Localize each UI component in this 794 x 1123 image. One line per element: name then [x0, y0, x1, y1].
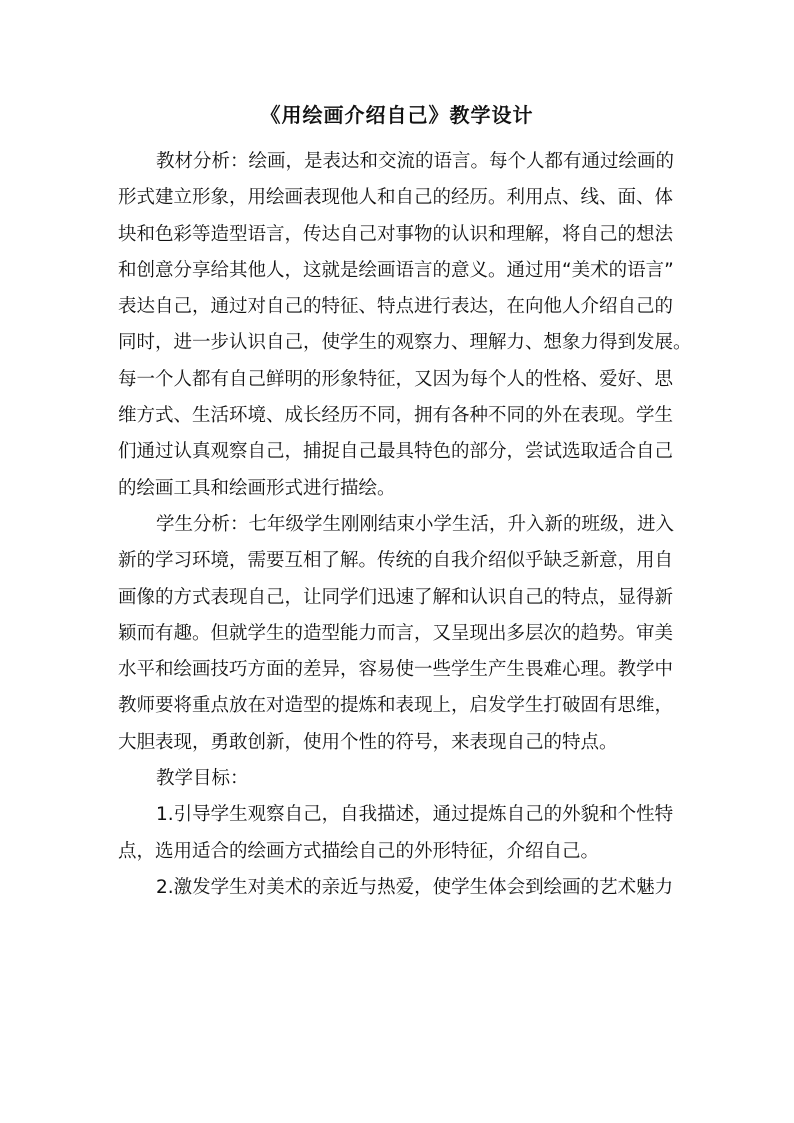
text-line: 画像的方式表现自己，让同学们迅速了解和认识自己的特点，显得新	[118, 586, 674, 608]
text-line: 学生分析：七年级学生刚刚结束小学生活，升入新的班级，进入	[156, 513, 675, 535]
text-line: 的绘画工具和绘画形式进行描绘。	[118, 477, 396, 499]
text-line: 块和色彩等造型语言，传达自己对事物的认识和理解，将自己的想法	[118, 223, 674, 245]
text-line: 点，选用适合的绘画方式描绘自己的外形特征，介绍自己。	[118, 840, 600, 862]
section-heading: 教学目标：	[156, 768, 249, 790]
text-line: 教师要将重点放在对造型的提炼和表现上，启发学生打破固有思维，	[118, 695, 674, 717]
text-line: 新的学习环境，需要互相了解。传统的自我介绍似乎缺乏新意，用自	[118, 550, 674, 572]
text-line: 大胆表现，勇敢创新，使用个性的符号，来表现自己的特点。	[118, 731, 618, 753]
text-line: 和创意分享给其他人，这就是绘画语言的意义。通过用“美术的语言”	[118, 259, 674, 281]
text-line: 2.激发学生对美术的亲近与热爱，使学生体会到绘画的艺术魅力	[156, 876, 674, 898]
text-line: 教材分析：绘画，是表达和交流的语言。每个人都有通过绘画的	[156, 151, 675, 172]
text-line: 维方式、生活环境、成长经历不同，拥有各种不同的外在表现。学生	[118, 405, 674, 427]
text-line: 1.引导学生观察自己，自我描述，通过提炼自己的外貌和个性特	[156, 804, 674, 826]
text-line: 表达自己，通过对自己的特征、特点进行表达，在向他人介绍自己的	[118, 296, 674, 318]
text-line: 们通过认真观察自己，捕捉自己最具特色的部分，尝试选取适合自己	[118, 441, 674, 463]
text-line: 形式建立形象，用绘画表现他人和自己的经历。利用点、线、面、体	[118, 187, 674, 209]
document-body	[118, 144, 692, 906]
text-line: 每一个人都有自己鲜明的形象特征，又因为每个人的性格、爱好、思	[118, 368, 674, 390]
text-line: 颖而有趣。但就学生的造型能力而言，又呈现出多层次的趋势。审美	[118, 622, 674, 644]
text-line: 同时，进一步认识自己，使学生的观察力、理解力、想象力得到发展。	[118, 332, 692, 354]
text-line: 水平和绘画技巧方面的差异，容易使一些学生产生畏难心理。教学中	[118, 659, 674, 681]
document-title: 《用绘画介绍自己》教学设计	[260, 103, 534, 127]
